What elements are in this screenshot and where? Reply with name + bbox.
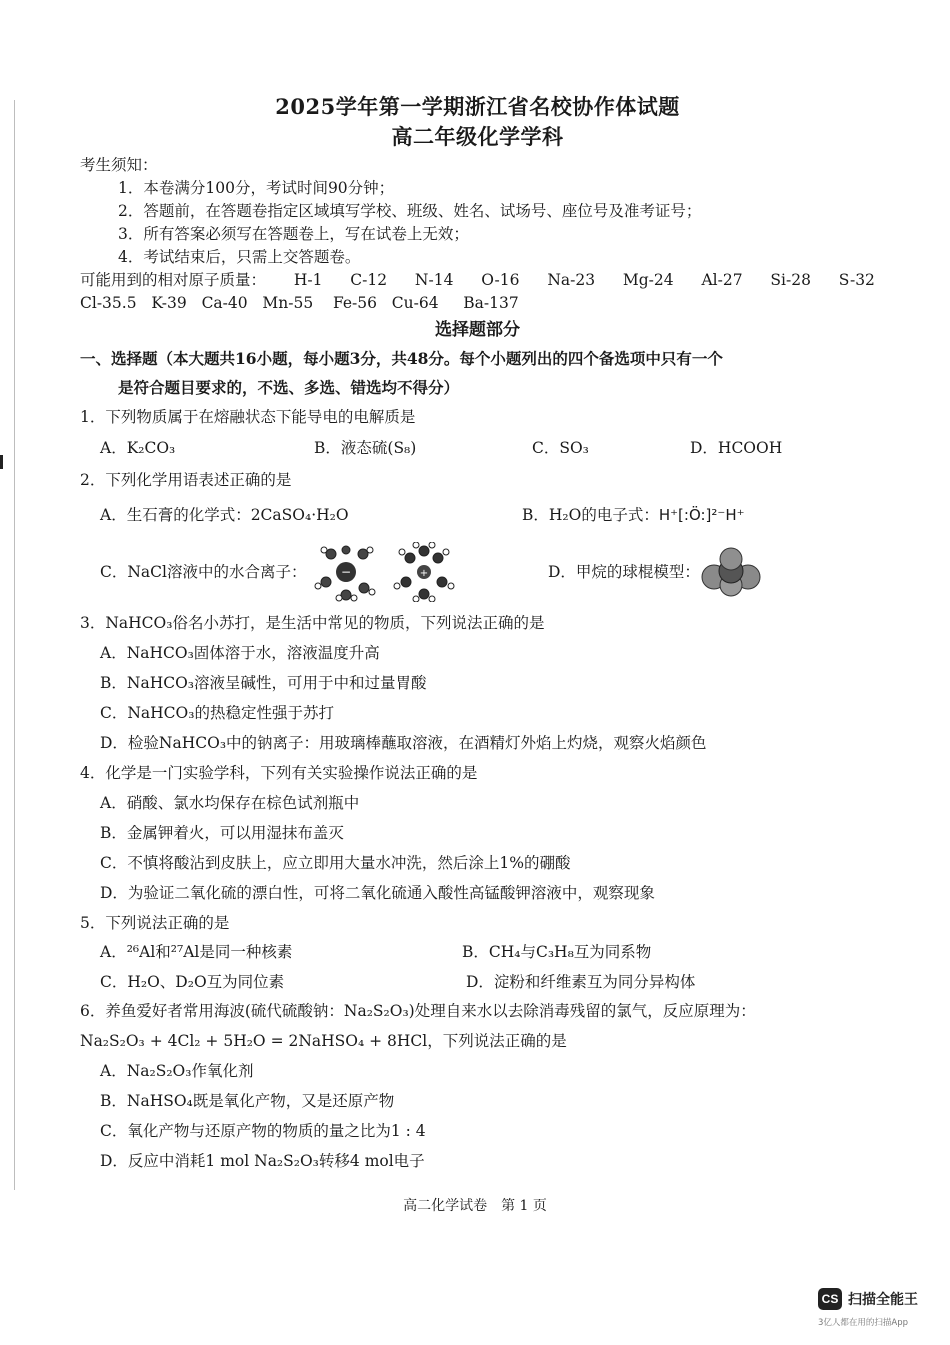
atomic-mass-item: H-1: [293, 271, 323, 289]
question-5-options-cd: [80, 967, 875, 997]
option-b: B．NaHSO₄既是氧化产物，又是还原产物: [100, 1092, 395, 1110]
atomic-mass-row-1: [80, 269, 875, 292]
atomic-mass-item: Na-23: [547, 271, 596, 289]
scanner-name: 扫描全能王: [848, 1292, 918, 1308]
atomic-mass-item: C-12: [350, 271, 388, 289]
atomic-mass-item: Mg-24: [622, 271, 674, 289]
option-b: B．液态硫(S₈): [314, 439, 417, 457]
notice-item: 3．所有答案必须写在答题卷上，写在试卷上无效；: [118, 225, 469, 243]
option-c: C．H₂O、D₂O互为同位素: [100, 973, 285, 991]
page-footer: 高二化学试卷 第 1 页: [403, 1198, 547, 1214]
margin-mark: [0, 455, 3, 469]
atomic-mass-item: Ba-137: [463, 294, 519, 312]
option-d: D．淀粉和纤维素互为同分异构体: [466, 973, 696, 991]
atomic-mass-item: N-14: [414, 271, 454, 289]
question-6-stem: 6．养鱼爱好者常用海波(硫代硫酸钠：Na₂S₂O₃)处理自来水以去除消毒残留的氯气，反应原理为：: [80, 1002, 756, 1020]
notice-item: 2．答题前，在答题卷指定区域填写学校、班级、姓名、试场号、座位号及准考证号；: [118, 202, 702, 220]
binding-line: [14, 100, 15, 1190]
section-instruction: 一、选择题（本大题共16小题，每小题3分，共48分。每个小题列出的四个备选项中只有一个: [80, 349, 723, 368]
svg-text:−: −: [341, 565, 352, 579]
notice-item: 1．本卷满分100分，考试时间90分钟；: [118, 179, 395, 197]
option-c: C．不慎将酸沾到皮肤上，应立即用大量水冲洗，然后涂上1%的硼酸: [100, 854, 571, 872]
question-6-equation: Na₂S₂O₃ + 4Cl₂ + 5H₂O = 2NaHSO₄ + 8HCl，下列说法正确的是: [80, 1032, 567, 1050]
question-2-options-cd: [80, 542, 875, 602]
atomic-mass-item: Ca-40: [201, 294, 248, 312]
atomic-mass-item: Fe-56: [332, 294, 377, 312]
option-a: A．K₂CO₃: [100, 439, 176, 457]
scanner-watermark: [818, 1288, 918, 1310]
option-c: [100, 542, 548, 602]
atomic-mass-item: Al-27: [701, 271, 743, 289]
notice-item: 4．考试结束后，只需上交答题卷。: [118, 248, 361, 266]
atomic-mass-item: O-16: [481, 271, 520, 289]
exam-page: [80, 92, 875, 1173]
option-d: D．检验NaHCO₃中的钠离子：用玻璃棒蘸取溶液，在酒精灯外焰上灼烧，观察火焰颜色: [100, 734, 707, 752]
scanner-tagline: 3亿人都在用的扫描App: [818, 1318, 909, 1328]
notice: [80, 154, 875, 269]
atomic-mass-label: 可能用到的相对原子质量：: [80, 271, 267, 289]
option-d-label: D．甲烷的球棍模型：: [548, 563, 700, 581]
exam-subtitle: 高二年级化学学科: [391, 124, 564, 149]
question-4-stem: 4．化学是一门实验学科，下列有关实验操作说法正确的是: [80, 764, 478, 782]
option-c: C．氧化产物与还原产物的物质的量之比为1 : 4: [100, 1122, 426, 1140]
question-2-options-ab: [80, 500, 875, 530]
atomic-mass-item: S-32: [838, 271, 875, 289]
svg-text:+: +: [420, 568, 429, 579]
section-instruction-cont: 是符合题目要求的，不选、多选、错选均不得分）: [118, 378, 460, 397]
option-b: B．NaHCO₃溶液呈碱性，可用于中和过量胃酸: [100, 674, 427, 692]
option-a: A．²⁶Al和²⁷Al是同一种核素: [100, 943, 293, 961]
question-2-stem: 2．下列化学用语表述正确的是: [80, 471, 292, 489]
option-c: C．SO₃: [532, 439, 589, 457]
option-a: A．硝酸、氯水均保存在棕色试剂瓶中: [100, 794, 360, 812]
section-title: 选择题部分: [435, 320, 520, 340]
atomic-mass-item: K-39: [151, 294, 187, 312]
option-c-label: C．NaCl溶液中的水合离子：: [100, 563, 307, 581]
methane-model-icon: [700, 547, 762, 597]
atomic-mass-item: Si-28: [770, 271, 811, 289]
option-d: [548, 542, 762, 602]
option-d: D．反应中消耗1 mol Na₂S₂O₃转移4 mol电子: [100, 1152, 425, 1170]
atomic-mass-row-2: [80, 292, 875, 315]
atomic-mass-item: Cu-64: [391, 294, 439, 312]
atomic-mass: [80, 269, 875, 315]
question-5-options-ab: [80, 937, 875, 967]
exam-title: 2025学年第一学期浙江省名校协作体试题: [275, 94, 680, 119]
option-c: C．NaHCO₃的热稳定性强于苏打: [100, 704, 334, 722]
option-a: A．NaHCO₃固体溶于水，溶液温度升高: [100, 644, 380, 662]
option-b: B．CH₄与C₃H₈互为同系物: [462, 943, 652, 961]
question-3-stem: 3．NaHCO₃俗名小苏打，是生活中常见的物质，下列说法正确的是: [80, 614, 545, 632]
question-1-stem: 1．下列物质属于在熔融状态下能导电的电解质是: [80, 408, 416, 426]
hydrated-ions-icon: [306, 542, 466, 602]
option-d: D．HCOOH: [690, 439, 783, 457]
question-1-options: [80, 433, 875, 463]
electron-formula: H⁺[:Ö:]²⁻H⁺: [658, 506, 745, 524]
question-5-stem: 5．下列说法正确的是: [80, 914, 230, 932]
atomic-mass-item: Mn-55: [262, 294, 314, 312]
atomic-mass-item: Cl-35.5: [80, 294, 137, 312]
option-b: [522, 500, 745, 530]
option-b-label: B．H₂O的电子式：: [522, 506, 659, 524]
option-a: A．Na₂S₂O₃作氧化剂: [100, 1062, 254, 1080]
camscanner-icon: CS: [818, 1288, 842, 1310]
notice-heading: 考生须知：: [80, 156, 158, 174]
option-d: D．为验证二氧化硫的漂白性，可将二氧化硫通入酸性高锰酸钾溶液中，观察现象: [100, 884, 655, 902]
option-b: B．金属钾着火，可以用湿抹布盖灭: [100, 824, 344, 842]
option-a: A．生石膏的化学式：2CaSO₄·H₂O: [100, 506, 349, 524]
